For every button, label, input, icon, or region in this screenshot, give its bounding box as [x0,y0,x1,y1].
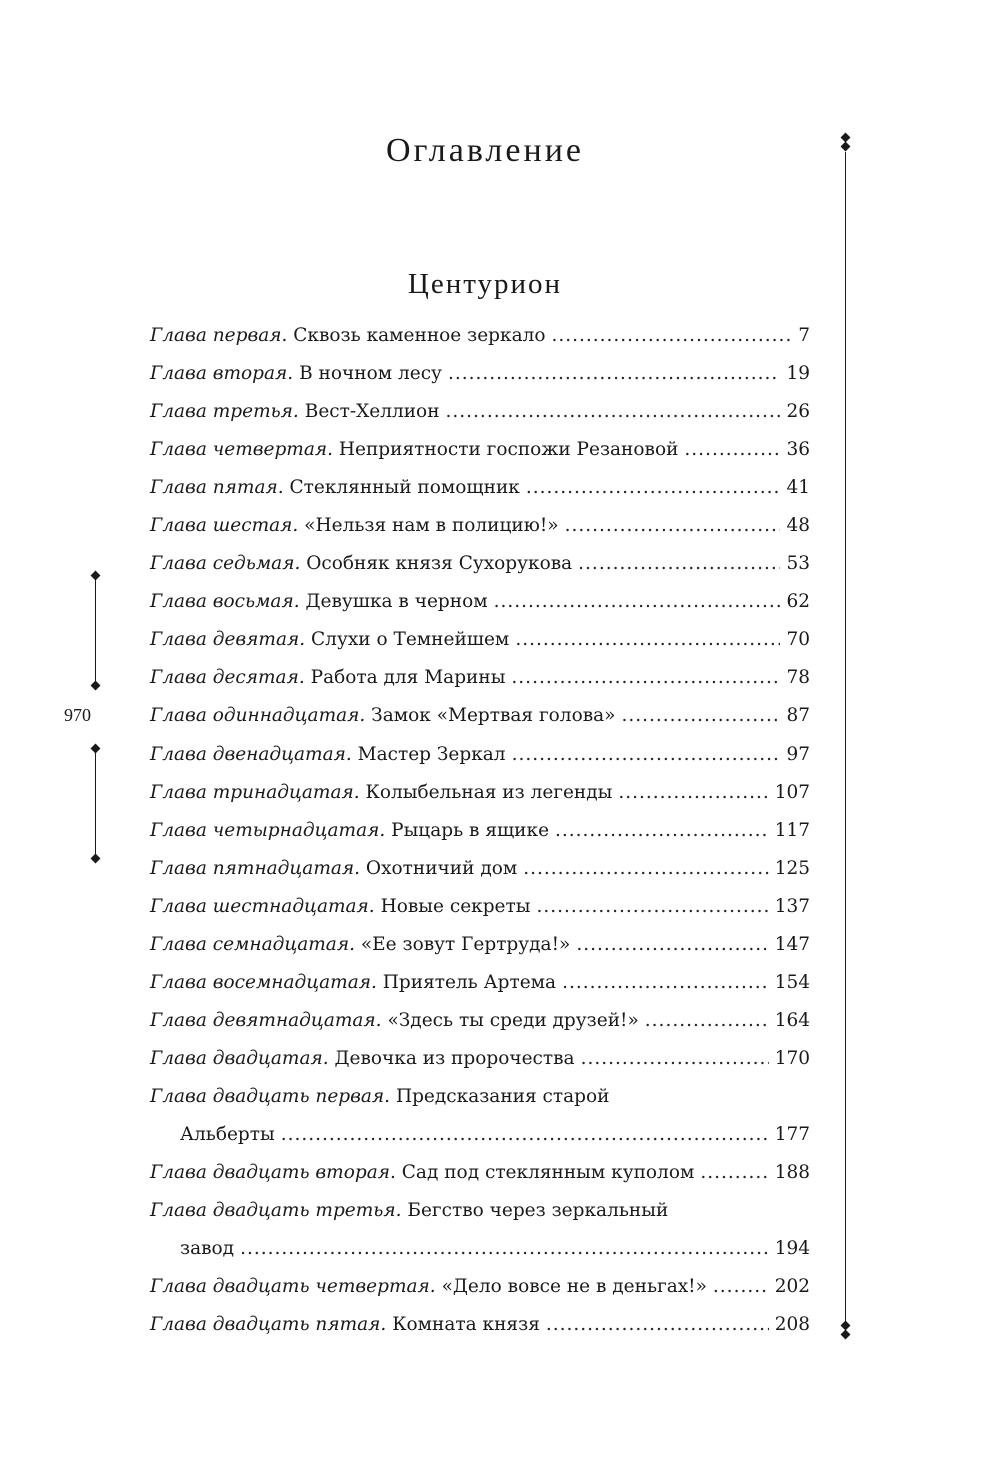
toc-entry [150,1306,810,1344]
page-number: 87 [786,705,810,727]
folio-number: 970 [64,705,91,725]
chapter-label: Глава четвертая. [150,439,333,461]
chapter-name: Комната князя [392,1314,540,1336]
page-number: 194 [774,1238,810,1260]
toc-entry [150,393,810,431]
dot-leader [562,964,769,1002]
chapter-label: Глава десятая. [150,667,305,689]
dot-leader [511,659,780,697]
dot-leader [576,926,768,964]
chapter-name: Сквозь каменное зеркало [293,325,546,346]
toc-entry [150,888,810,926]
chapter-label: Глава девятая. [150,629,306,651]
chapter-label: Глава четырнадцатая. [150,819,386,841]
page-number: 164 [774,1009,810,1031]
right-vertical-rule [845,152,846,1324]
chapter-label: Глава восемнадцатая. [150,971,377,993]
page-number: 208 [774,1314,810,1336]
chapter-label: Глава шестнадцатая. [150,895,375,917]
toc-entry [150,317,810,355]
chapter-name-continued: завод [180,1238,235,1260]
page-number: 41 [786,477,810,499]
toc-entry [150,812,810,850]
chapter-name: Стеклянный помощник [289,477,520,499]
toc-entry [150,431,810,469]
chapter-name: Приятель Артема [382,971,557,993]
page-number: 170 [774,1047,810,1069]
page-number: 70 [786,629,810,651]
page-number: 147 [774,933,810,955]
page-number: 188 [774,1162,810,1184]
dot-leader [523,850,768,888]
chapter-name-continued: Альберты [180,1123,275,1145]
toc-entry [150,736,810,774]
toc-entry [150,507,810,545]
toc-entry [150,621,810,659]
dot-leader [618,774,768,812]
dot-leader [645,1002,769,1040]
chapter-name: В ночном лесу [299,363,442,385]
toc-entry [150,1040,810,1078]
page-number: 36 [786,439,810,461]
chapter-name: Работа для Марины [310,667,506,689]
left-vertical-rule-top [95,578,96,684]
chapter-name: Особняк князя Сухорукова [306,553,573,575]
chapter-name: Колыбельная из легенды [365,781,613,803]
ornament-dot-icon [91,854,101,864]
dot-leader [515,621,780,659]
toc-entry [150,1002,810,1040]
page-number: 117 [774,819,810,841]
toc-entry [150,1268,810,1306]
chapter-label: Глава пятнадцатая. [150,857,361,879]
chapter-name: Предсказания старой [395,1085,610,1107]
chapter-name: «Здесь ты среди друзей!» [387,1009,639,1031]
dot-leader [700,1154,768,1192]
page-number: 78 [786,667,810,689]
chapter-label: Глава двадцать вторая. [150,1162,396,1184]
toc-entry [150,926,810,964]
page-number: 62 [786,591,810,613]
chapter-name: Рыцарь в ящике [391,819,550,841]
page-number: 107 [774,781,810,803]
toc-entry [150,545,810,583]
chapter-name: Девочка из пророчества [334,1047,575,1069]
chapter-name: Мастер Зеркал [357,743,506,765]
dot-leader [546,1306,769,1344]
page-number: 177 [774,1123,810,1145]
toc-entry [150,1154,810,1192]
dot-leader [536,888,768,926]
page-number: 26 [786,401,810,423]
page-number: 48 [786,515,810,537]
page-number: 19 [786,363,810,385]
chapter-label: Глава двадцать третья. [150,1200,402,1222]
table-of-contents [150,317,810,1344]
toc-entry [150,774,810,812]
chapter-name: «Дело вовсе не в деньгах!» [441,1276,707,1298]
chapter-name: Замок «Мертвая голова» [371,705,616,727]
chapter-label: Глава двадцать первая. [150,1085,391,1107]
page-number: 125 [774,857,810,879]
page-title: Оглавление [386,132,584,169]
toc-entry [150,469,810,507]
chapter-name: «Ее зовут Гертруда!» [360,933,571,955]
page-number: 97 [786,743,810,765]
chapter-label: Глава первая. [150,325,288,346]
toc-entry [150,1078,810,1116]
chapter-label: Глава шестая. [150,515,299,537]
toc-entry [150,1192,810,1230]
chapter-label: Глава двадцатая. [150,1047,329,1069]
chapter-label: Глава тринадцатая. [150,781,360,803]
chapter-label: Глава семнадцатая. [150,933,355,955]
page-number: 53 [786,553,810,575]
dot-leader [240,1230,769,1268]
dot-leader [555,812,769,850]
chapter-label: Глава седьмая. [150,553,301,575]
dot-leader [578,545,780,583]
dot-leader [713,1268,769,1306]
dot-leader [448,355,781,393]
chapter-name: Неприятности госпожи Резановой [338,439,679,461]
chapter-label: Глава двенадцатая. [150,743,352,765]
dot-leader [684,431,780,469]
dot-leader [581,1040,769,1078]
chapter-label: Глава двадцать пятая. [150,1314,387,1336]
chapter-name: «Нельзя нам в полицию!» [304,515,559,537]
toc-entry [150,850,810,888]
page-number: 137 [774,895,810,917]
chapter-name: Бегство через зеркальный [407,1200,669,1222]
dot-leader [565,507,781,545]
chapter-name: Девушка в черном [305,591,488,613]
page-number: 7 [798,325,810,346]
dot-leader [494,583,781,621]
page-number: 154 [774,971,810,993]
chapter-label: Глава восьмая. [150,591,300,613]
chapter-name: Охотничий дом [365,857,518,879]
chapter-label: Глава пятая. [150,477,284,499]
chapter-label: Глава двадцать четвертая. [150,1276,436,1298]
page-number: 202 [774,1276,810,1298]
dot-leader [526,469,781,507]
dot-leader [621,697,780,735]
chapter-name: Слухи о Темнейшем [311,629,510,651]
toc-entry [150,659,810,697]
dot-leader [512,736,781,774]
ornament-dot-icon [91,681,101,691]
chapter-name: Вест-Хеллион [304,401,440,423]
chapter-label: Глава третья. [150,401,299,423]
chapter-label: Глава девятнадцатая. [150,1009,382,1031]
toc-entry [150,355,810,393]
chapter-name: Новые секреты [380,895,531,917]
toc-entry-continuation [150,1230,810,1268]
chapter-label: Глава одиннадцатая. [150,705,366,727]
left-vertical-rule-bottom [95,751,96,857]
chapter-name: Сад под стеклянным куполом [401,1162,695,1184]
toc-entry [150,583,810,621]
toc-entry [150,964,810,1002]
toc-entry [150,697,810,735]
part-title: Центурион [407,268,563,300]
dot-leader [446,393,781,431]
toc-entry-continuation [150,1116,810,1154]
ornament-dot-icon [841,1330,851,1340]
chapter-label: Глава вторая. [150,363,294,385]
dot-leader [281,1116,769,1154]
dot-leader [552,317,793,355]
